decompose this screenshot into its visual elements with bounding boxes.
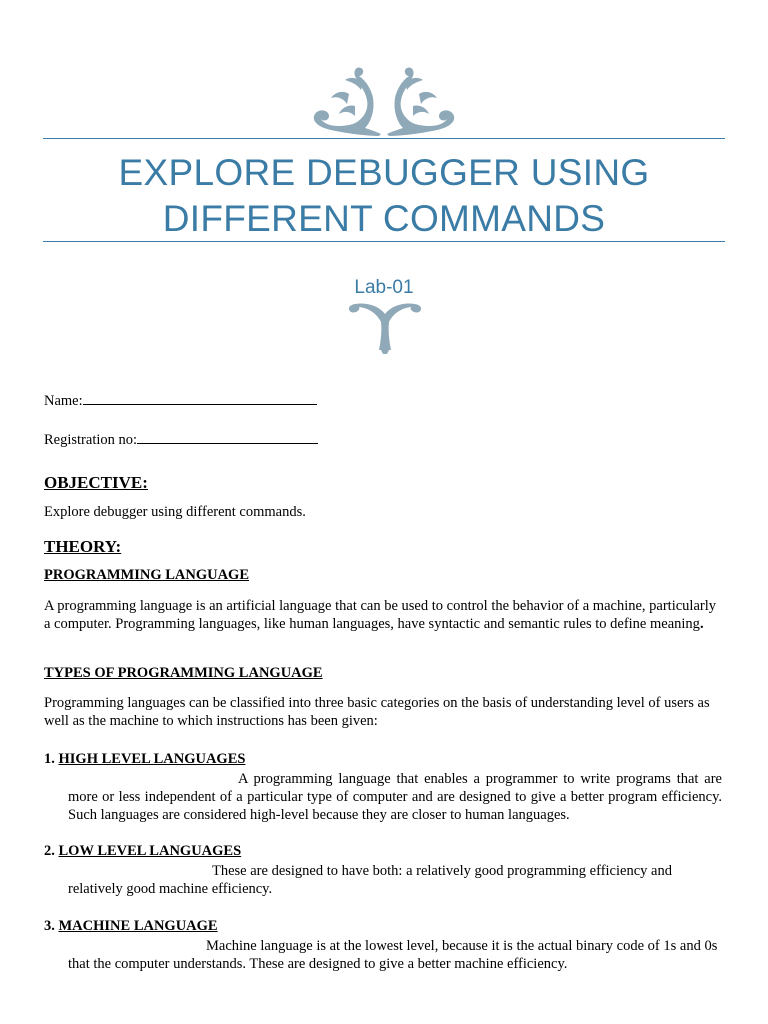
list-item-text: A programming language that enables a programmer to write programs that are more or less independent of a particular type of computer and are designed to give a better program efficiency. Such languages are considered high-level because they are closer to human languages. <box>68 771 722 823</box>
registration-field <box>44 431 318 449</box>
title-line-1: EXPLORE DEBUGGER USING <box>118 152 650 193</box>
title-line-2: DIFFERENT COMMANDS <box>162 198 606 239</box>
objective-heading: OBJECTIVE: <box>44 473 148 492</box>
bottom-divider <box>43 241 725 242</box>
programming-language-text-main: A programming language is an artificial language that can be used to control the behavior of a machine, particularly a computer. Programming languages, like human languages, have syntactic and semantic rules to define meaning <box>44 598 716 632</box>
name-blank-line[interactable] <box>83 392 317 405</box>
programming-language-text <box>44 597 722 633</box>
theory-heading: THEORY: <box>44 537 122 556</box>
types-heading: TYPES OF PROGRAMMING LANGUAGE <box>44 665 323 681</box>
item-number: 1. <box>44 751 55 767</box>
floral-scroll-ornament-icon <box>309 64 459 140</box>
list-item-heading <box>44 918 218 935</box>
top-divider <box>43 138 725 139</box>
registration-label: Registration no: <box>44 432 138 448</box>
objective-text: Explore debugger using different commands. <box>44 504 306 520</box>
name-label: Name: <box>44 393 83 409</box>
registration-blank-line[interactable] <box>137 431 318 444</box>
programming-language-heading: PROGRAMMING LANGUAGE <box>44 567 250 583</box>
item-number: 3. <box>44 918 55 934</box>
lab-number: Lab-01 <box>354 277 414 298</box>
item-title: LOW LEVEL LANGUAGES <box>58 843 242 859</box>
item-title: HIGH LEVEL LANGUAGES <box>58 751 246 767</box>
list-item-heading <box>44 843 241 860</box>
list-item-text: These are designed to have both: a relatively good programming efficiency and relatively good machine efficiency. <box>68 863 672 897</box>
document-title <box>43 150 725 242</box>
list-item-heading <box>44 751 245 768</box>
fleur-ornament-icon <box>345 300 425 354</box>
list-item-text: Machine language is at the lowest level, because it is the actual binary code of 1s and 0s that the computer understands. These are designed to give a better machine efficiency. <box>68 938 718 972</box>
item-number: 2. <box>44 843 55 859</box>
name-field <box>44 392 317 410</box>
item-title: MACHINE LANGUAGE <box>58 918 218 934</box>
programming-language-text-end: . <box>699 616 704 632</box>
types-text: Programming languages can be classified into three basic categories on the basis of understanding level of users as well as the machine to which instructions has been given: <box>44 695 710 729</box>
